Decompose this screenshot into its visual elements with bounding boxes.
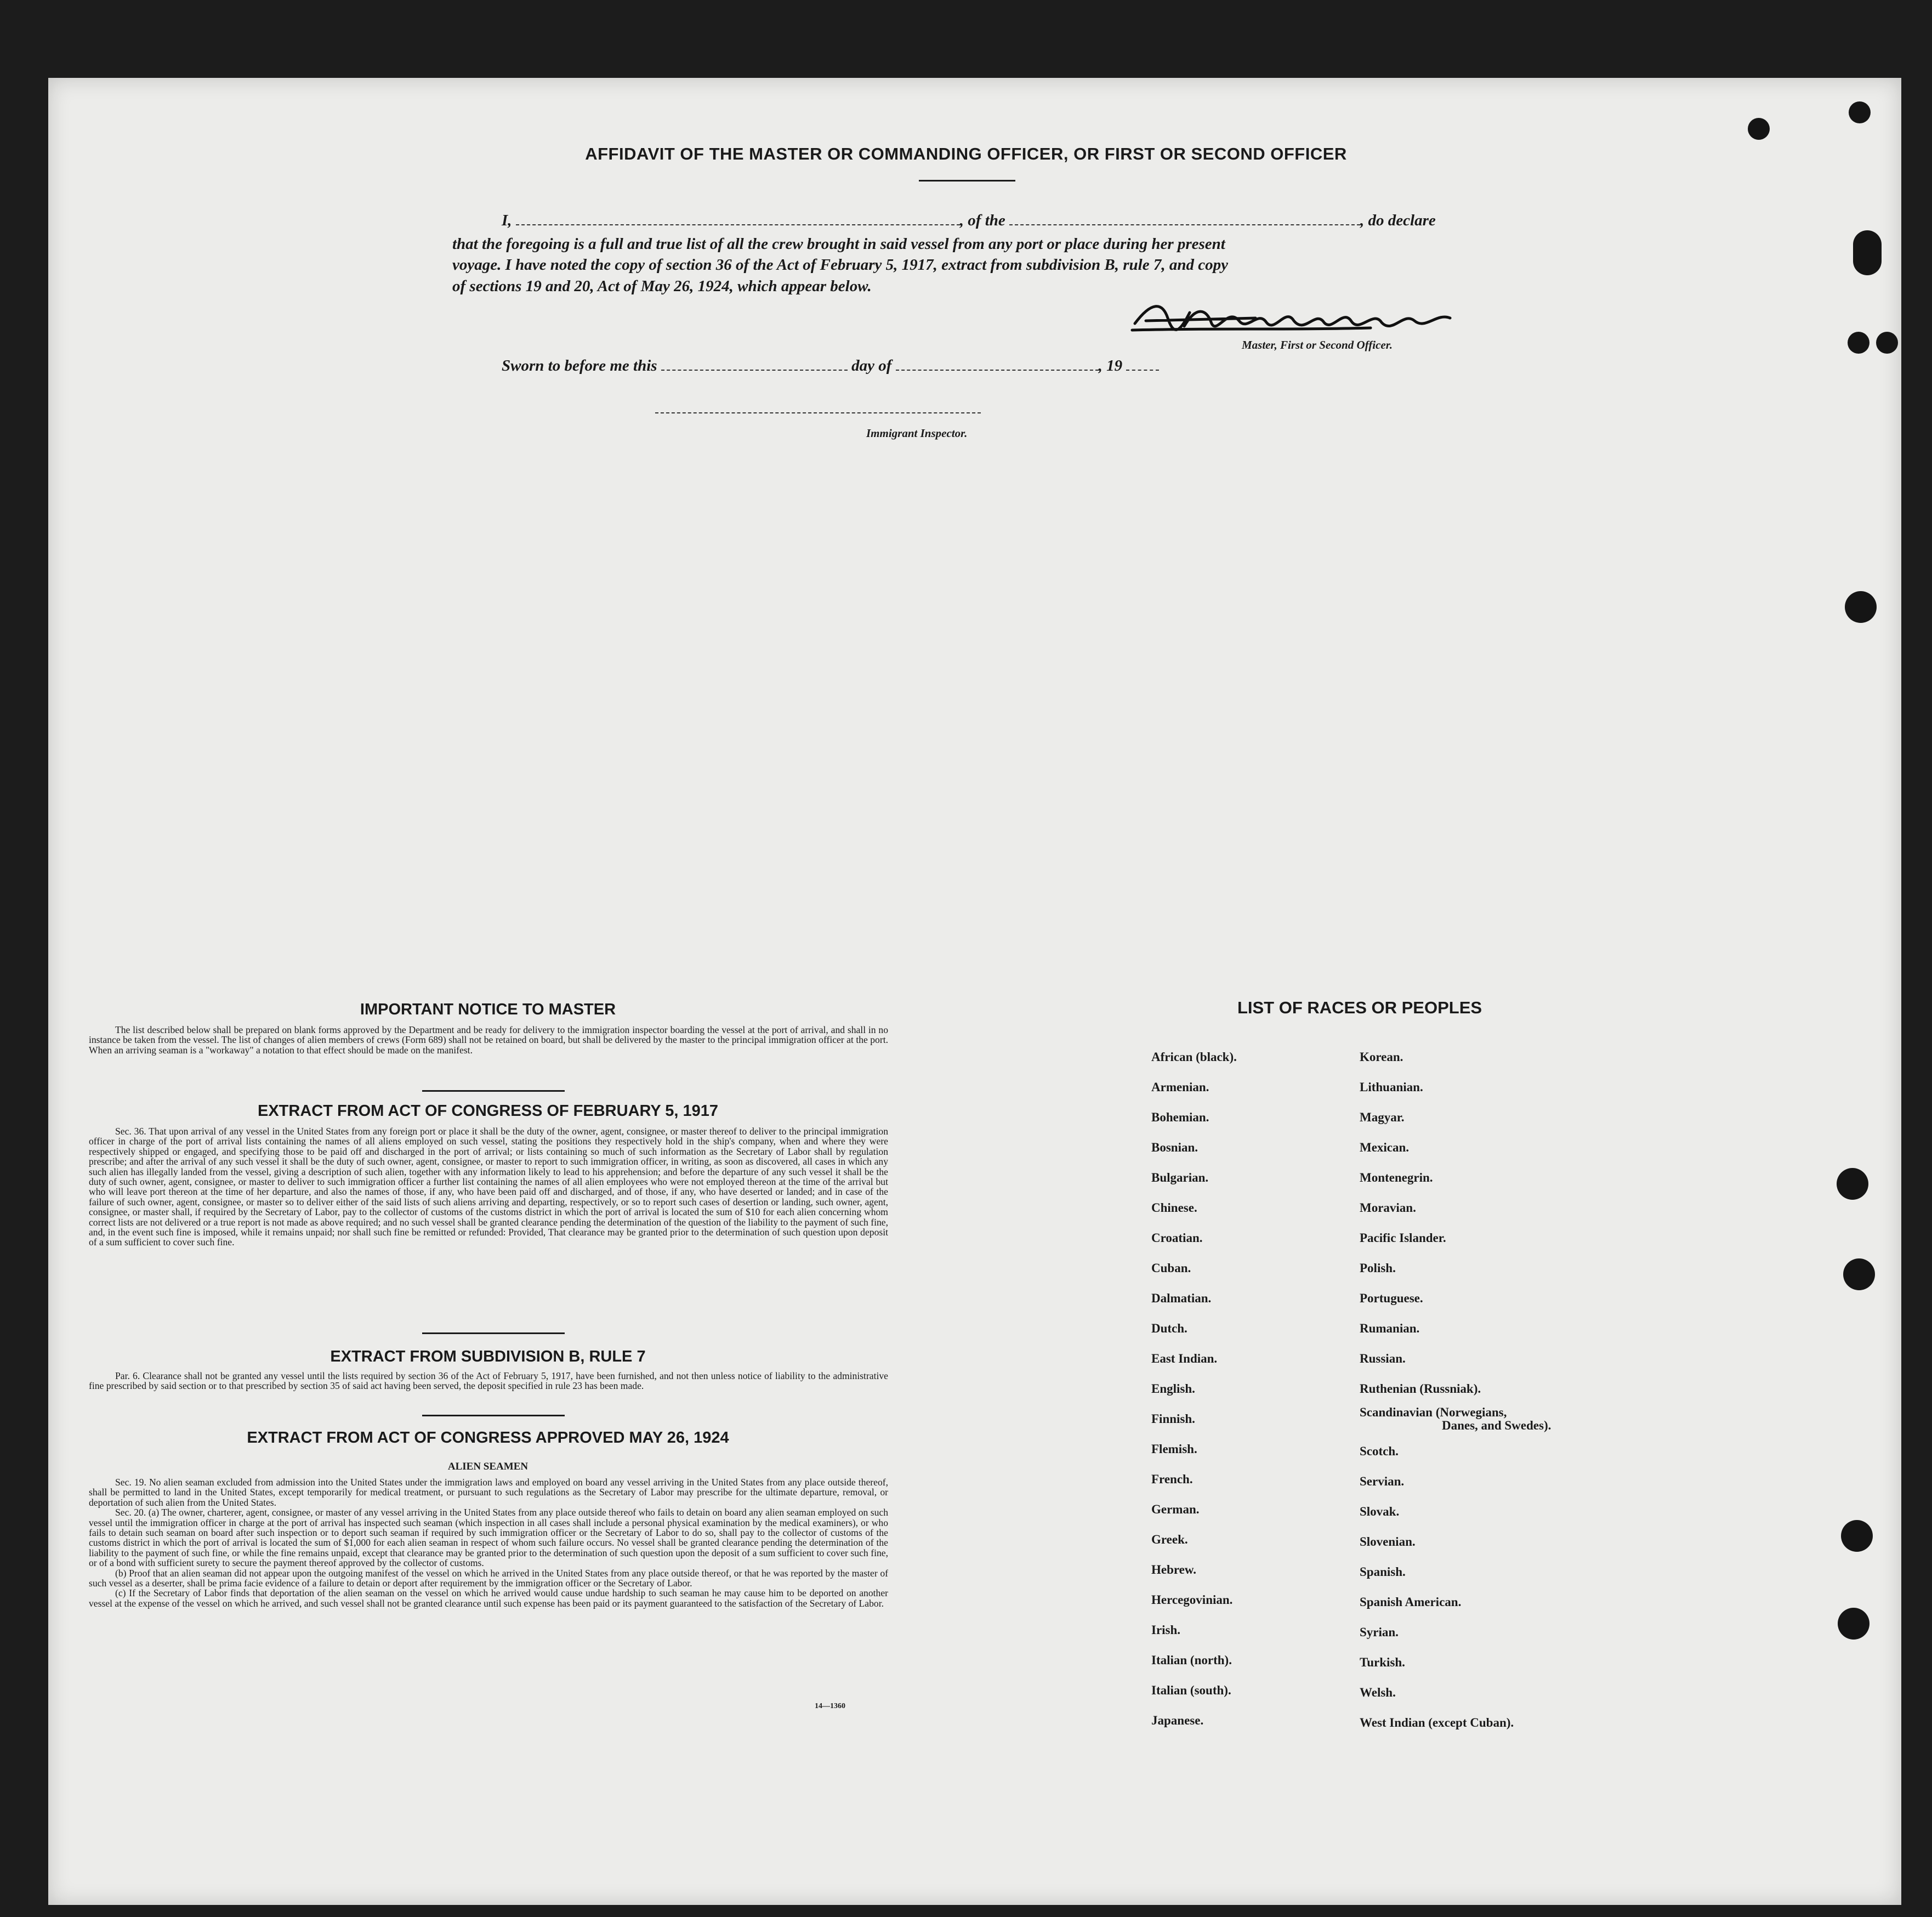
divider [422, 1090, 565, 1092]
race-item: East Indian. [1151, 1352, 1218, 1365]
race-item: West Indian (except Cuban). [1360, 1716, 1514, 1729]
do-declare-label: , do declare [1360, 212, 1436, 229]
extract-rule7-title: EXTRACT FROM SUBDIVISION B, RULE 7 [330, 1348, 646, 1365]
race-item [1360, 1404, 1551, 1436]
notice-paragraph: The list described below shall be prepared on blank forms approved by the Department and be ready for delivery to the immigration inspector boarding the vessel at the port of arrival, and shall in no instance be taken from the vessel. The list of changes of alien members of crews (Form 689) shall not be retained on board, but shall be delivered by the master to the principal immigration officer at the port. When an arriving seaman is a "workaway" a notation to that effect should be made on the manifest. [89, 1024, 888, 1056]
affidavit-title: AFFIDAVIT OF THE MASTER OR COMMANDING OFFICER, OR FIRST OR SECOND OFFICER [585, 144, 1347, 163]
declaration-line-4: of sections 19 and 20, Act of May 26, 1924, which appear below. [452, 277, 872, 295]
punch-hole [1848, 332, 1870, 354]
inspector-signature-field[interactable] [655, 400, 981, 413]
race-item: Flemish. [1151, 1442, 1197, 1456]
race-item: Bohemian. [1151, 1110, 1209, 1124]
race-item: Italian (south). [1151, 1683, 1231, 1697]
extract-rule7-text [89, 1371, 888, 1391]
race-item: Ruthenian (Russniak). [1360, 1382, 1481, 1396]
race-item: Dalmatian. [1151, 1291, 1212, 1305]
inspector-caption: Immigrant Inspector. [866, 427, 968, 440]
declaration-line-3: voyage. I have noted the copy of section 36 of the Act of February 5, 1917, extract from subdivision B, rule 7, and copy [452, 256, 1228, 274]
notice-title: IMPORTANT NOTICE TO MASTER [360, 1001, 616, 1018]
extract-1924-text [89, 1477, 888, 1608]
race-item: Finnish. [1151, 1412, 1195, 1426]
punch-hole [1837, 1168, 1868, 1200]
sworn-year-field[interactable] [1126, 358, 1159, 371]
punch-hole [1845, 591, 1877, 623]
section-36-paragraph: Sec. 36. That upon arrival of any vessel in the United States from any foreign port or place it shall be the duty of the owner, agent, consignee, or master thereof to deliver to the principal immigration officer in charge of the port of arrival lists containing the names of all aliens employed on such vessel, stating the positions they respectively hold in the ship's company, when and where they were respectively shipped or engaged, and specifying those to be paid off and discharged in the port of arrival; or lists containing so much of such information as the Secretary of Labor shall by regulation prescribe; and after the arrival of any such vessel it shall be the duty of such owner, agent, consignee, or master to report to such immigration officer, in writing, as soon as discovered, all cases in which any such alien has illegally landed from the vessel, giving a description of such alien, together with any information likely to lead to his apprehension; and before the departure of any such vessel it shall be the duty of such owner, agent, consignee, or master to deliver to such immigration officer a further list containing the names of all alien employees who were not employed thereon at the time of the arrival but who will leave port thereon at the time of her departure, and also the names of those, if any, who have been paid off and discharged, and of those, if any, who have deserted or landed; and in case of the failure of such owner, agent, consignee, or master so to deliver either of the said lists of such aliens arriving and departing, respectively, or so to report such cases of desertion or landing, such owner, agent, consignee, or master shall, if required by the Secretary of Labor, pay to the collector of customs of the customs district in which the port of arrival is located the sum of $10 for each alien concerning whom correct lists are not delivered or a true report is not made as above required; and no such vessel shall be granted clearance pending the determination of the question of the liability to the payment of such fine, and, in the event such fine is imposed, while it remains unpaid; nor shall such fine be remitted or refunded: Provided, That clearance may be granted prior to the determination of such question upon deposit of a sum sufficient to cover such fine. [89, 1126, 888, 1248]
divider [422, 1415, 565, 1416]
race-item: Welsh. [1360, 1686, 1396, 1699]
extract-1917-text [89, 1126, 888, 1247]
race-item: Mexican. [1360, 1141, 1410, 1154]
punch-hole [1838, 1608, 1870, 1640]
sworn-label: Sworn to before me this [502, 357, 657, 375]
race-item: Scotch. [1360, 1444, 1399, 1458]
race-item: English. [1151, 1382, 1195, 1396]
punch-hole [1841, 1520, 1873, 1552]
sworn-line [502, 357, 1159, 375]
race-item: Greek. [1151, 1533, 1188, 1546]
vessel-name-field[interactable] [1009, 212, 1360, 225]
race-item: Pacific Islander. [1360, 1231, 1446, 1245]
punch-hole [1876, 332, 1898, 354]
divider [422, 1332, 565, 1334]
of-the-label: , of the [959, 212, 1005, 229]
race-item: African (black). [1151, 1050, 1237, 1064]
declaration-line-2: that the foregoing is a full and true list of all the crew brought in said vessel from any port or place during her present [452, 235, 1225, 253]
section-19-paragraph: Sec. 19. No alien seaman excluded from admission into the United States under the immigration laws and employed on board any vessel arriving in the United States from any place outside thereof, shall be permitted to land in the United States, except temporarily for medical treatment, or pursuant to such regulations as the Secretary of Labor may prescribe for the ultimate departure, removal, or deportation of such alien from the United States. [89, 1477, 888, 1508]
races-title: LIST OF RACES OR PEOPLES [1237, 998, 1482, 1017]
punch-hole [1748, 118, 1770, 140]
race-item: Bosnian. [1151, 1141, 1198, 1154]
races-left-column [1151, 1042, 1237, 1735]
extract-1917-title: EXTRACT FROM ACT OF CONGRESS OF FEBRUARY 5, 1917 [257, 1102, 719, 1120]
race-item: Bulgarian. [1151, 1171, 1209, 1184]
race-item: Armenian. [1151, 1080, 1209, 1094]
race-item: Servian. [1360, 1474, 1405, 1488]
race-item: Irish. [1151, 1623, 1181, 1637]
race-item: Cuban. [1151, 1261, 1191, 1275]
officer-signature [1129, 296, 1458, 340]
section-20b-paragraph: (b) Proof that an alien seaman did not appear upon the outgoing manifest of the vessel on which he arrived in the United States from any place outside thereof, or that he was reported by the master of such vessel as a deserter, shall be prima facie evidence of a failure to detain or deport after requirement by the immigration officer or the Secretary of Labor. [89, 1567, 888, 1589]
section-20a-paragraph: Sec. 20. (a) The owner, charterer, agent, consignee, or master of any vessel arriving in the United States from any place outside thereof who fails to detain on board any alien seaman employed on such vessel until the immigration officer in charge at the port of arrival has inspected such seaman (which inspection in all cases shall include a personal physical examination by the medical examiners), or who fails to detain such seaman on board after such inspection or to deport such seaman if required by such immigration officer or the Secretary of Labor to do so, shall pay to the collector of customs of the customs district in which the port of arrival is located the sum of $1,000 for each alien seaman in respect of whom such failure occurs. No vessel shall be granted clearance pending the determination of the liability to the payment of such fine, or while the fine remains unpaid, except that clearance may be granted prior to the determination of such question upon the deposit of a sum sufficient to cover such fine, or of a bond with sufficient surety to secure the payment thereof approved by the collector of customs. [89, 1507, 888, 1569]
race-item: Italian (north). [1151, 1653, 1232, 1667]
race-item: Moravian. [1360, 1201, 1416, 1215]
race-item: French. [1151, 1472, 1193, 1486]
race-item: Portuguese. [1360, 1291, 1423, 1305]
form-number: 14—1360 [815, 1702, 845, 1710]
race-item: Hercegovinian. [1151, 1593, 1233, 1607]
races-right-column [1360, 1042, 1551, 1738]
punch-hole [1853, 230, 1882, 275]
day-of-label: day of [851, 357, 892, 375]
race-item: Croatian. [1151, 1231, 1203, 1245]
race-item: Hebrew. [1151, 1563, 1196, 1576]
race-item: Dutch. [1151, 1322, 1187, 1335]
year-label: , 19 [1098, 357, 1123, 375]
race-item: Turkish. [1360, 1655, 1405, 1669]
race-item: Chinese. [1151, 1201, 1197, 1215]
punch-hole [1849, 101, 1871, 123]
race-item: Montenegrin. [1360, 1171, 1433, 1184]
document-sheet [48, 78, 1901, 1905]
sworn-month-field[interactable] [896, 358, 1099, 371]
race-item: Polish. [1360, 1261, 1396, 1275]
race-item: Syrian. [1360, 1625, 1399, 1639]
sworn-day-field[interactable] [661, 358, 848, 371]
race-item: Slovenian. [1360, 1535, 1416, 1549]
race-item: Rumanian. [1360, 1322, 1420, 1335]
section-20c-paragraph: (c) If the Secretary of Labor finds that deportation of the alien seaman on the vessel on which he arrived would cause undue hardship to such seaman he may cause him to be deported on another vessel at the expense of the vessel on which he arrived, and such vessel shall not be granted clearance until such expense has been paid or its payment guaranteed to the satisfaction of the Secretary of Labor. [89, 1587, 888, 1609]
race-item: Korean. [1360, 1050, 1403, 1064]
race-item: Magyar. [1360, 1110, 1405, 1124]
title-underline [919, 180, 1015, 182]
race-item-line: Danes, and Swedes). [1442, 1419, 1552, 1432]
declaration-line-1 [502, 212, 1436, 230]
race-item: Russian. [1360, 1352, 1406, 1365]
declarant-label: I, [502, 212, 512, 229]
notice-text [89, 1025, 888, 1055]
race-item-line: Scandinavian (Norwegians, [1360, 1405, 1507, 1419]
paragraph-6: Par. 6. Clearance shall not be granted any vessel until the lists required by section 36 of the Act of February 5, 1917, have been furnished, and not then unless notice of liability to the administrative fine prescribed by said section or to that prescribed by section 35 of said act having been served, the deposit specified in rule 23 has been made. [89, 1370, 888, 1392]
race-item: Spanish American. [1360, 1595, 1462, 1609]
race-item: Japanese. [1151, 1714, 1204, 1727]
punch-hole [1843, 1258, 1875, 1290]
officer-name-field[interactable] [516, 212, 960, 225]
race-item: Spanish. [1360, 1565, 1406, 1579]
alien-seamen-subtitle: ALIEN SEAMEN [447, 1461, 529, 1472]
extract-1924-title: EXTRACT FROM ACT OF CONGRESS APPROVED MAY 26, 1924 [247, 1429, 729, 1447]
race-item: Slovak. [1360, 1505, 1400, 1518]
signature-caption: Master, First or Second Officer. [1242, 338, 1393, 351]
race-item: Lithuanian. [1360, 1080, 1423, 1094]
race-item: German. [1151, 1502, 1200, 1516]
